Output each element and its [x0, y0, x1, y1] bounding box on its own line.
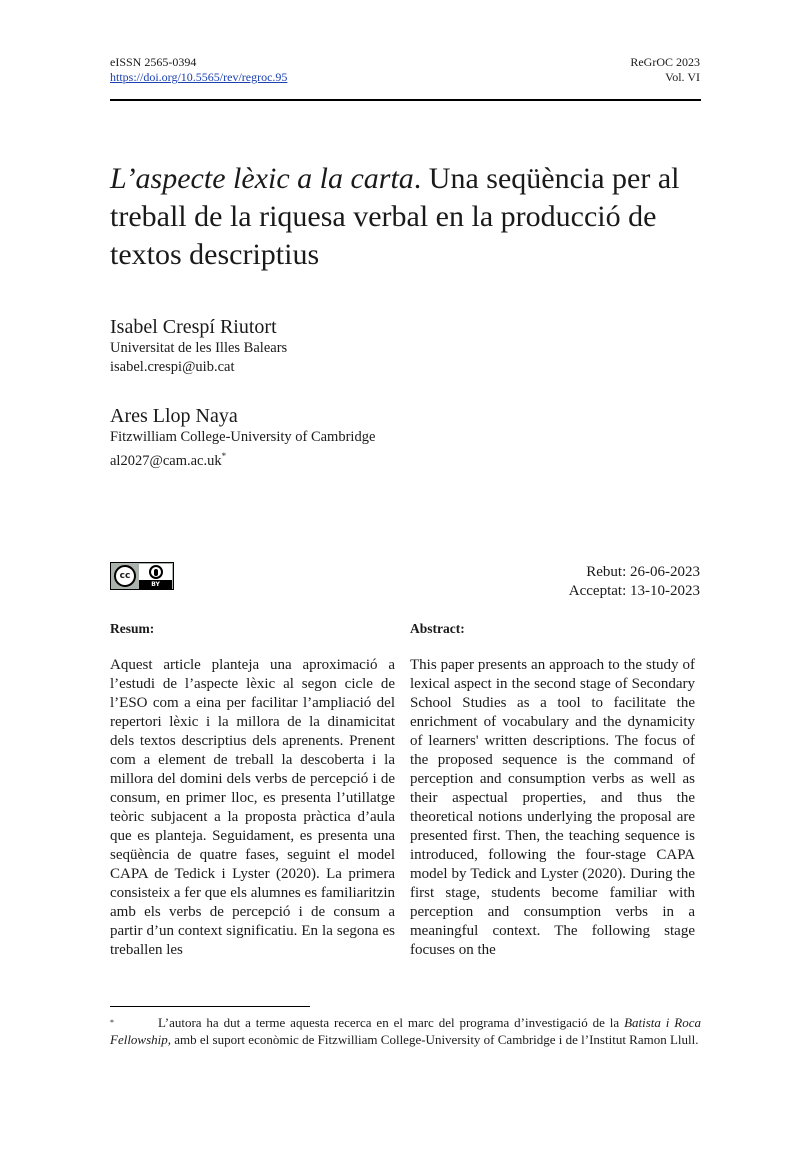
footnote-mark: * — [110, 1018, 114, 1027]
author-email: isabel.crespi@uib.cat — [110, 359, 235, 375]
header-left — [110, 55, 287, 85]
header-right — [630, 55, 700, 85]
author-affiliation: Universitat de les Illes Balears — [110, 340, 288, 356]
footnote-italic: Batista i Roca Fellowship, — [110, 1015, 701, 1047]
author-name: Ares Llop Naya — [110, 405, 238, 427]
cc-by-icon — [110, 562, 174, 590]
author-block-2 — [110, 404, 375, 471]
footnote-text-after: amb el suport econòmic de Fitzwilliam College-University of Cambridge i de l’Institut Ramon Llull. — [171, 1032, 699, 1047]
author-affiliation: Fitzwilliam College-University of Cambridge — [110, 429, 376, 445]
article-title — [110, 160, 710, 274]
doi-link[interactable]: https://doi.org/10.5565/rev/regroc.95 — [110, 70, 288, 84]
accepted-date: Acceptat: 13-10-2023 — [568, 583, 700, 599]
author-block-1 — [110, 315, 287, 377]
abstract-heading: Abstract: — [410, 621, 465, 636]
submission-dates — [569, 563, 700, 601]
issn: eISSN 2565-0394 — [110, 55, 197, 69]
attribution-person-icon — [149, 565, 163, 579]
cc-icon: cc — [114, 565, 136, 587]
footnote-marker: * — [221, 451, 227, 461]
footnote-text-before: L’autora ha dut a terme aquesta recerca en el marc del programa d’investigació de la — [158, 1015, 625, 1030]
header-divider — [110, 99, 701, 101]
received-date: Rebut: 26-06-2023 — [586, 564, 700, 580]
journal-name: ReGrOC 2023 — [630, 55, 700, 69]
footnote — [110, 1014, 701, 1048]
resum-heading: Resum: — [110, 621, 155, 636]
journal-volume: Vol. VI — [665, 70, 700, 84]
footnote-divider — [110, 1006, 310, 1007]
author-name: Isabel Crespí Riutort — [110, 316, 277, 338]
title-italic: L’aspecte lèxic a la carta — [110, 162, 414, 195]
abstract-text: This paper presents an approach to the study of lexical aspect in the second stage of Secondary School Studies as a tool to facilitate the enrichment of vocabulary and the dynamicity of learners' written descriptions. The focus of the proposed sequence is the command of perception and consumption verbs as well as their aspectual properties, and thus the theoretical notions underlying the proposal are presented first. Then, the teaching sequence is introduced, following the four-stage CAPA model by Tedick and Lyster (2020). During the first stage, students become familiar with perception and consumption verbs in a meaningful context. The following stage focuses on the — [410, 657, 695, 958]
title-rest: . Una seqüència per al treball de la riquesa verbal en la producció de textos descriptius — [110, 162, 680, 271]
by-label: BY — [139, 580, 172, 589]
author-email: al2027@cam.ac.uk — [110, 452, 222, 469]
resum-text: Aquest article planteja una aproximació a l’estudi de l’aspecte lèxic al segon cicle de l’ESO com a eina per facilitar l’ampliació del repertori lèxic i la millora de la dinamicitat dels textos descriptius dels aprenents. Prenent com a element de treball la descoberta i la millora del domini dels verbs de percepció i de consum, en primer lloc, es presenta l’utillatge teòric subjacent a la proposta pràctica d’aula que es planteja. Seguidament, es presenta una seqüència de quatre fases, seguint el model CAPA de Tedick i Lyster (2020). La primera consisteix a fer que els alumnes es familiaritzin amb els verbs de percepció i de consum a partir d’un context significatiu. En la segona es treballen les — [110, 657, 395, 958]
